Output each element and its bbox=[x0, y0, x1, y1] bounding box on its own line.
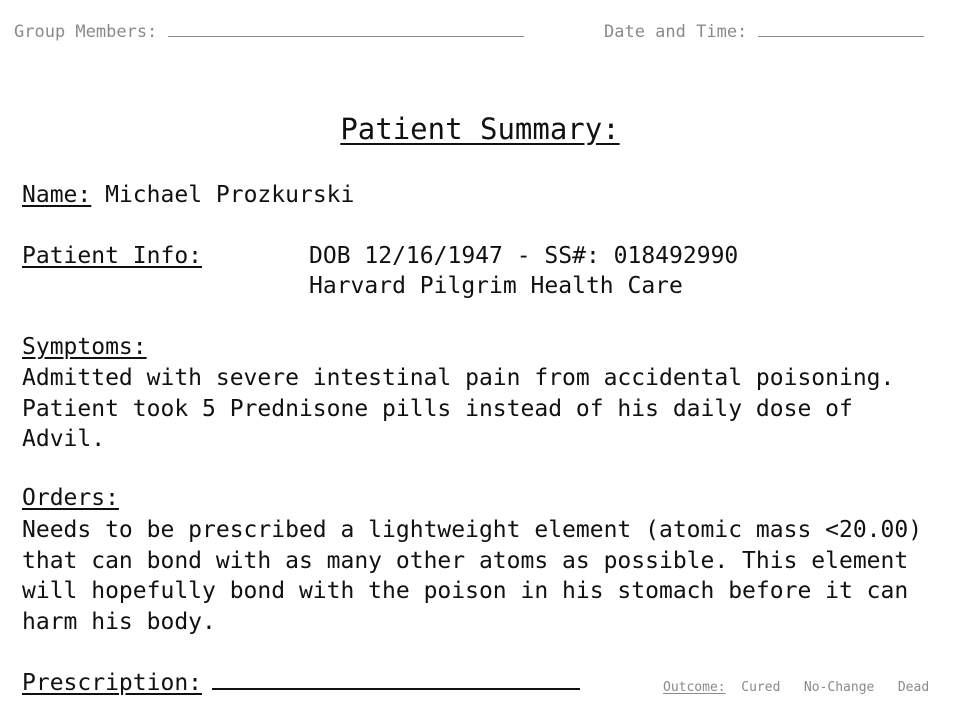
group-members-label: Group Members: bbox=[14, 22, 158, 42]
page-title: Patient Summary: bbox=[340, 112, 620, 146]
group-members-line bbox=[14, 22, 524, 42]
date-time-line bbox=[604, 22, 924, 42]
date-time-blank[interactable] bbox=[758, 22, 924, 37]
outcome-label: Outcome: bbox=[663, 680, 726, 695]
patient-info-label: Patient Info: bbox=[22, 243, 203, 269]
orders-text: Needs to be prescribed a lightweight element (atomic mass <20.00) that can bond with as many other atoms as possible. This element will hopefully bond with the poison in his stomach before it can harm his body. bbox=[22, 517, 923, 635]
outcome-dead[interactable]: Dead bbox=[897, 680, 930, 695]
outcome-row bbox=[663, 680, 929, 695]
date-time-label: Date and Time: bbox=[604, 22, 748, 42]
symptoms-text: Admitted with severe intestinal pain from accidental poisoning. Patient took 5 Prednisone pills instead of his daily dose of Advil. bbox=[22, 365, 895, 452]
prescription-blank[interactable] bbox=[212, 668, 580, 690]
name-row bbox=[22, 182, 354, 208]
symptoms-label: Symptoms: bbox=[22, 334, 147, 360]
patient-info-line1: DOB 12/16/1947 - SS#: 018492990 bbox=[309, 243, 739, 269]
orders-label: Orders: bbox=[22, 485, 119, 511]
group-members-blank[interactable] bbox=[168, 22, 524, 37]
outcome-no-change[interactable]: No-Change bbox=[803, 680, 875, 695]
outcome-cured[interactable]: Cured bbox=[741, 680, 781, 695]
patient-name: Michael Prozkurski bbox=[105, 182, 355, 208]
prescription-row bbox=[22, 668, 580, 696]
name-label: Name: bbox=[22, 182, 92, 208]
patient-info-line2: Harvard Pilgrim Health Care bbox=[309, 273, 683, 299]
prescription-label: Prescription: bbox=[22, 670, 203, 696]
